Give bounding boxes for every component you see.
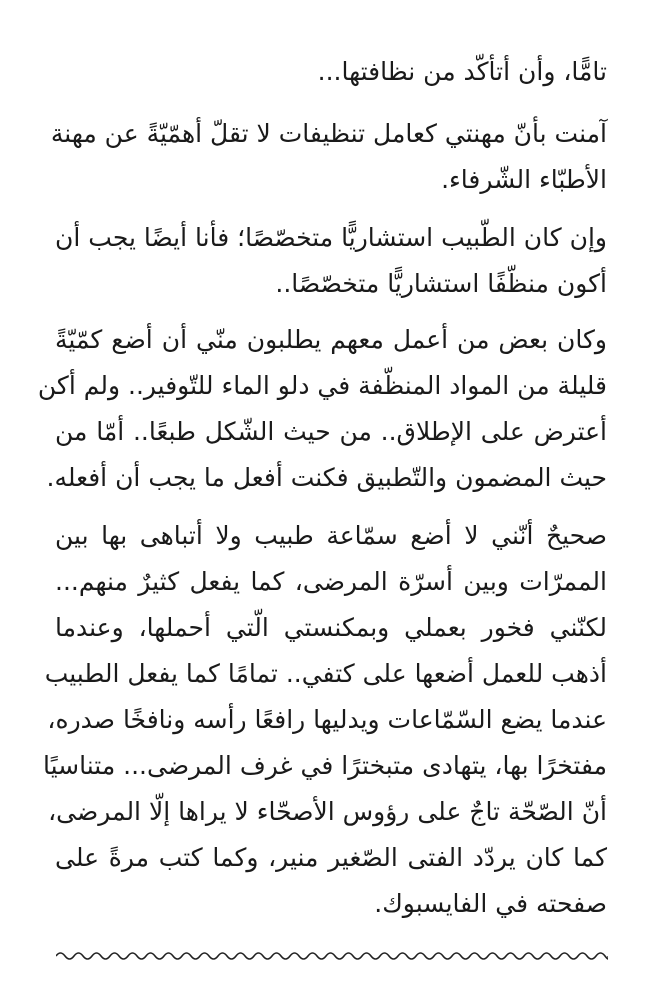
- text-line: أكون منظّفًا استشاريًّا متخصّصًا..: [275, 269, 607, 298]
- text-line: الأطبّاء الشّرفاء.: [441, 165, 607, 194]
- text-line: آمنت بأنّ مهنتي كعامل تنظيفات لا تقلّ أهمّيّةً عن مهنة: [50, 119, 607, 148]
- text-line: الممرّات وبين أسرّة المرضى، كما يفعل كثيرٌ منهم...: [55, 567, 607, 596]
- text-line: أذهب للعمل أضعها على كتفي.. تمامًا كما يفعل الطبيب: [44, 659, 607, 688]
- text-line: وإن كان الطّبيب استشاريًّا متخصّصًا؛ فأنا أيضًا يجب أن: [55, 223, 607, 252]
- text-line: تامًّا، وأن أتأكّد من نظافتها...: [317, 57, 607, 86]
- text-line: أعترض على الإطلاق.. من حيث الشّكل طبعًا.. أمّا من: [55, 417, 607, 446]
- text-line: عندما يضع السّمّاعات ويدليها رافعًا رأسه ونافخًا صدره،: [47, 705, 607, 734]
- text-line: مفتخرًا بها، يتهادى متبخترًا في غرف المرضى... متناسيًا: [43, 751, 607, 780]
- wavy-divider: [56, 948, 608, 964]
- text-line: أنّ الصّحّة تاجٌ على رؤوس الأصحّاء لا يراها إلّا المرضى،: [48, 797, 607, 826]
- text-line: كما كان يردّد الفتى الصّغير منير، وكما كتب مرةً على: [55, 843, 607, 872]
- text-line: وكان بعض من أعمل معهم يطلبون منّي أن أضع كمّيّةً: [55, 325, 607, 354]
- text-line: صحيحٌ أنّني لا أضع سمّاعة طبيب ولا أتباهى بها بين: [55, 521, 607, 550]
- text-line: حيث المضمون والتّطبيق فكنت أفعل ما يجب أن أفعله.: [46, 463, 607, 492]
- text-line: قليلة من المواد المنظّفة في دلو الماء للتّوفير.. ولم أكن: [37, 371, 607, 400]
- text-line: لكنّني فخور بعملي وبمكنستي الّتي أحملها، وعندما: [55, 613, 607, 642]
- text-line: صفحته في الفايسبوك.: [374, 889, 607, 918]
